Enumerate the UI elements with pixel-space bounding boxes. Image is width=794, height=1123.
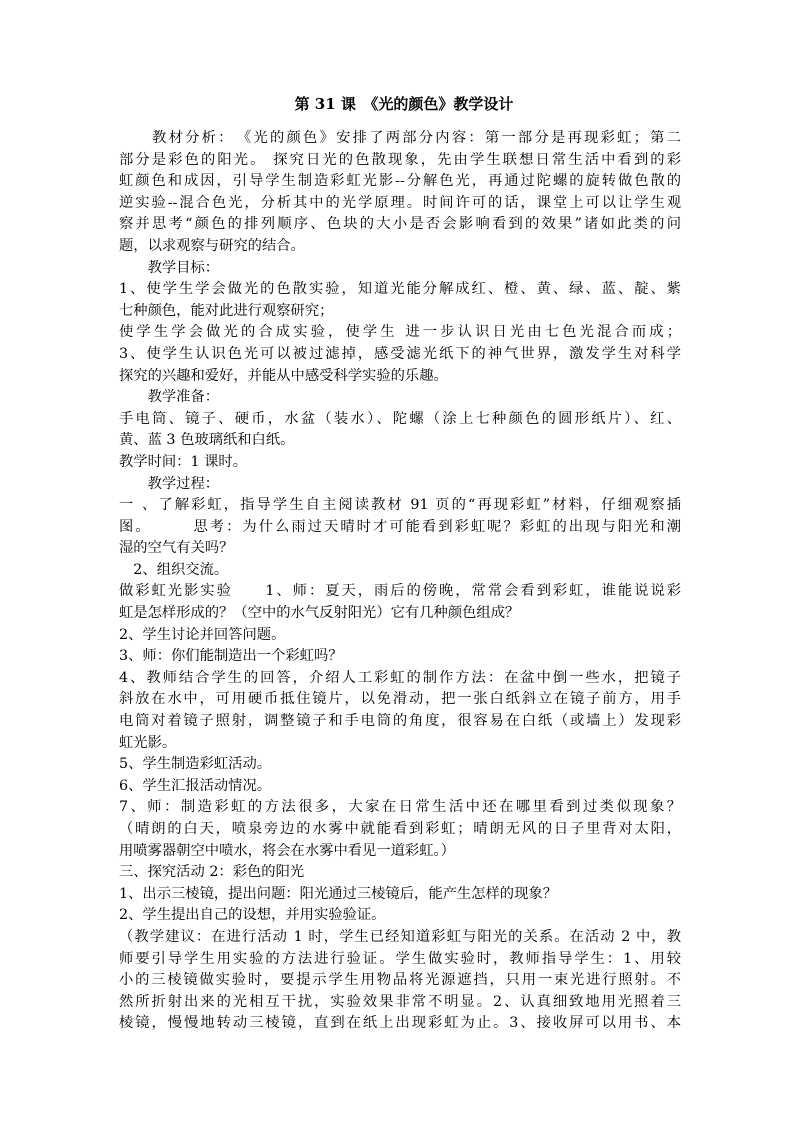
document-body [119, 128, 681, 1035]
text-line: 七种颜色，能对此进行观察研究； [119, 302, 334, 319]
text-line: 教学准备： [119, 389, 220, 406]
text-line: 3、师：你们能制造出一个彩虹吗？ [119, 648, 343, 665]
text-line: 黄、蓝 3 色玻璃纸和白纸。 [119, 432, 295, 449]
text-line: 虹光影。 [119, 734, 177, 751]
text-line: 斜放在水中，可用硬币抵住镜片，以免滑动，把一张白纸斜立在镜子前方，用手 [119, 691, 681, 708]
text-line: 3、使学生认识色光可以被过滤掉，感受滤光纸下的神气世界，激发学生对科学 [119, 345, 681, 362]
text-line: 虹颜色和成因，引导学生制造彩虹光影--分解色光，再通过陀螺的旋转做色散的 [119, 173, 681, 190]
text-line: 图。 思考：为什么雨过天晴时才可能看到彩虹呢？彩虹的出现与阳光和潮 [119, 518, 681, 535]
text-line: 用喷雾器朝空中喷水，将会在水雾中看见一道彩虹。） [119, 842, 455, 859]
text-line: 师要引导学生用实验的方法进行验证。学生做实验时，教师指导学生：1、用较 [119, 950, 681, 967]
text-line: 棱镜，慢慢地转动三棱镜，直到在纸上出现彩虹为止。3、接收屏可以用书、本 [119, 1015, 681, 1032]
text-line: 手电筒、镜子、硬币，水盆（装水）、陀螺（涂上七种颜色的圆形纸片）、红、 [119, 410, 681, 427]
text-line: 题，以求观察与研究的结合。 [119, 237, 305, 254]
text-line: 一 、了解彩虹，指导学生自主阅读教材 91 页的“再现彩虹”材料，仔细观察插 [119, 497, 681, 514]
text-line: 教材分析： 《光的颜色》安排了两部分内容：第一部分是再现彩虹；第二 [119, 130, 681, 146]
document-page [119, 92, 681, 1035]
text-line: 6、学生汇报活动情况。 [119, 777, 272, 794]
text-line: 教学过程： [119, 475, 220, 492]
page-title: 第 31 课 《光的颜色》教学设计 [294, 95, 514, 113]
text-line: 虹是怎样形成的？（空中的水气反射阳光）它有几种颜色组成？ [119, 605, 520, 622]
text-line: 逆实验--混合色光，分析其中的光学原理。时间许可的话，课堂上可以让学生观 [119, 194, 681, 211]
text-line: 1、使学生学会做光的色散实验，知道光能分解成红、橙、黄、绿、蓝、靛、紫 [119, 281, 681, 298]
text-line: 小的三棱镜做实验时，要提示学生用物品将光源遮挡，只用一束光进行照射。不 [119, 972, 681, 989]
text-line: 察并思考“颜色的排列顺序、色块的大小是否会影响看到的效果”诸如此类的问 [119, 216, 681, 233]
text-line: 电筒对着镜子照射，调整镜子和手电筒的角度，很容易在白纸（或墙上）发现彩 [119, 713, 681, 730]
text-line: 然所折射出来的光相互干扰，实验效果非常不明显。2、认真细致地用光照着三 [119, 993, 681, 1010]
text-line: 4、教师结合学生的回答，介绍人工彩虹的制作方法：在盆中倒一些水，把镜子 [119, 669, 681, 686]
text-line: 5、学生制造彩虹活动。 [119, 756, 272, 773]
text-line: 使学生学会做光的合成实验，使学生 进一步认识日光由七色光混合而成； [119, 324, 681, 341]
text-line: 探究的兴趣和爱好，并能从中感受科学实验的乐趣。 [119, 367, 448, 384]
text-line: （教学建议：在进行活动 1 时，学生已经知道彩虹与阳光的关系。在活动 2 中，教 [119, 928, 681, 945]
text-line: 2、组织交流。 [119, 561, 229, 578]
text-line: 2、学生讨论并回答问题。 [119, 626, 286, 643]
text-line: 三、探究活动 2：彩色的阳光 [119, 864, 305, 881]
text-line: 7、师：制造彩虹的方法很多，大家在日常生活中还在哪里看到过类似现象？ [119, 799, 681, 816]
text-line: 教学目标： [119, 259, 220, 276]
text-line: 湿的空气有关吗？ [119, 540, 234, 557]
text-line: 教学时间：1 课时。 [119, 453, 248, 470]
text-line: 2、学生提出自己的设想，并用实验验证。 [119, 907, 386, 924]
text-line: （晴朗的白天，喷泉旁边的水雾中就能看到彩虹；晴朗无风的日子里背对太阳， [119, 821, 681, 837]
text-line: 部分是彩色的阳光。 探究日光的色散现象，先由学生联想日常生活中看到的彩 [119, 151, 681, 168]
text-line: 做彩虹光影实验 1、师：夏天，雨后的傍晚，常常会看到彩虹，谁能说说彩 [119, 583, 681, 600]
text-line: 1、出示三棱镜，提出问题：阳光通过三棱镜后，能产生怎样的现象？ [119, 885, 557, 902]
